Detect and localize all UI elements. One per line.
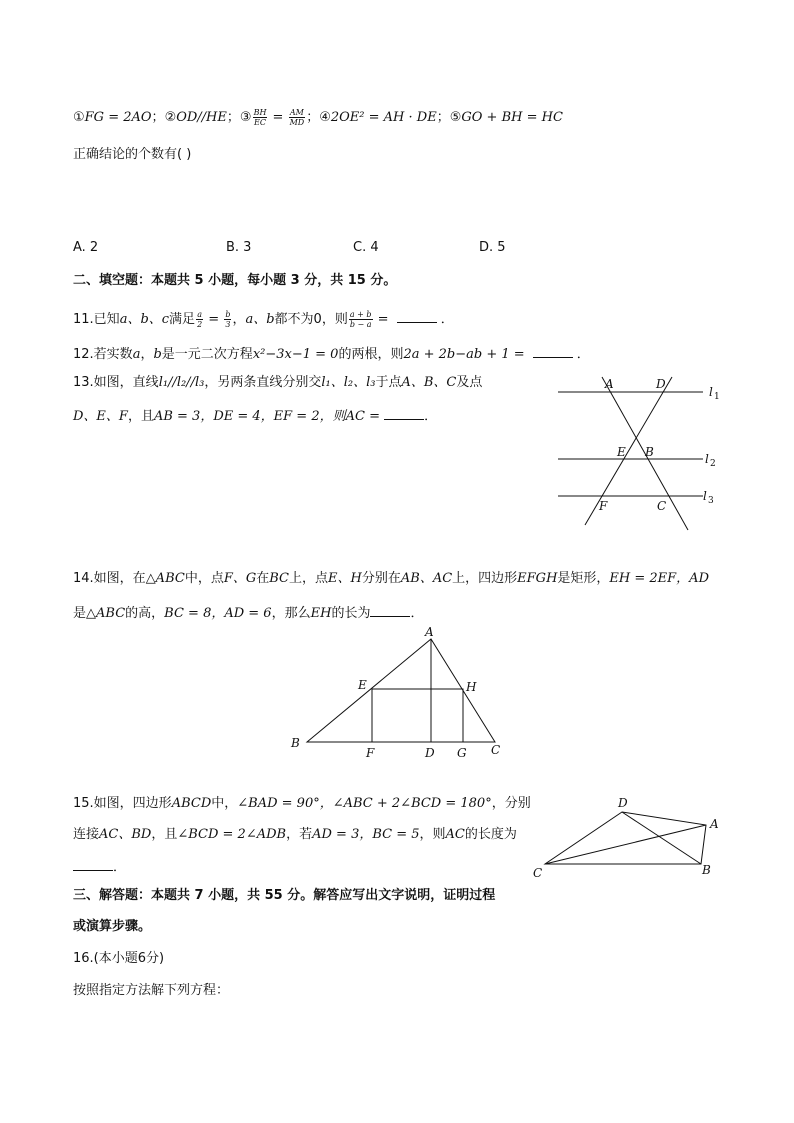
label-B: B bbox=[645, 445, 654, 459]
label-l2: l bbox=[705, 452, 709, 466]
label-D: D bbox=[656, 377, 666, 391]
q15-line3: ． bbox=[73, 856, 126, 877]
answer-blank[interactable] bbox=[384, 405, 424, 420]
q14-figure bbox=[285, 625, 515, 765]
q16-instruction: 按照指定方法解下列方程： bbox=[73, 983, 230, 998]
label-A: A bbox=[710, 817, 719, 831]
label-E: E bbox=[617, 445, 626, 459]
diagonal-ac bbox=[545, 825, 706, 864]
label-C: C bbox=[491, 743, 501, 757]
label-l1-sub: 1 bbox=[714, 392, 720, 402]
q10-option-c: C. 4 bbox=[353, 240, 379, 255]
q13-line2: D、E、F，且AB = 3，DE = 4，EF = 2，则AC = ． bbox=[73, 405, 437, 426]
label-C: C bbox=[657, 499, 667, 513]
fraction: $\frac{a + b}{b - a}$ bbox=[349, 310, 372, 329]
q10-option-a: A. 2 bbox=[73, 240, 99, 255]
label-l2-sub: 2 bbox=[710, 459, 716, 469]
q16-title: 16.(本小题6分) bbox=[73, 951, 165, 966]
label-E: E bbox=[358, 678, 367, 692]
q14-line1: 14.如图，在△ABC中，点F、G在BC上，点E、H分别在AB、AC上，四边形EFGH是矩形，EH = 2EF，AD bbox=[73, 571, 709, 586]
label-B: B bbox=[291, 736, 300, 750]
section3-heading-line2: 或演算步骤。 bbox=[73, 919, 152, 934]
q10-option-d: D. 5 bbox=[479, 240, 506, 255]
q10-conclusions: ①FG = 2AO；②OD//HE；③ $\frac{BH}{EC}$ = $\frac{AM}{MD}$ ；④2OE² = AH · DE；⑤GO + BH = HC bbox=[73, 108, 563, 127]
q11: 11.已知a、b、c满足 $\frac{a}{2}$ = $\frac{b}{3}$ ，a、b都不为0，则 $\frac{a + b}{b - a}$ = ． bbox=[73, 310, 454, 329]
section3-heading-line1: 三、解答题：本题共 7 小题，共 55 分。解答应写出文字说明，证明过程 bbox=[73, 888, 496, 903]
rectangle-efgh bbox=[372, 689, 463, 742]
label-F: F bbox=[366, 746, 375, 760]
answer-blank[interactable] bbox=[370, 602, 410, 617]
q10-question: 正确结论的个数有( ) bbox=[73, 147, 192, 162]
diagonal-bd bbox=[622, 812, 701, 864]
label-l3: l bbox=[703, 489, 707, 503]
q14-line2: 是△ABC的高，BC = 8，AD = 6，那么EH的长为 ． bbox=[73, 602, 423, 623]
fraction: $\frac{b}{3}$ bbox=[225, 310, 231, 329]
q15-figure bbox=[528, 795, 728, 885]
q15-line1: 15.如图，四边形ABCD中，∠BAD = 90°，∠ABC + 2∠BCD = 180°，分别 bbox=[73, 796, 531, 811]
label-l1: l bbox=[709, 385, 713, 399]
label-F: F bbox=[599, 499, 608, 513]
fraction: $\frac{a}{2}$ bbox=[197, 310, 203, 329]
answer-blank[interactable] bbox=[73, 856, 113, 871]
q13-line1: 13.如图，直线l₁//l₂//l₃，另两条直线分别交l₁、l₂、l₃于点A、B、C及点 bbox=[73, 375, 483, 390]
label-C: C bbox=[533, 866, 543, 880]
label-A: A bbox=[425, 625, 434, 639]
label-A: A bbox=[605, 377, 614, 391]
section2-heading: 二、填空题：本题共 5 小题，每小题 3 分，共 15 分。 bbox=[73, 273, 397, 288]
q10-option-b: B. 3 bbox=[226, 240, 252, 255]
label-B: B bbox=[702, 863, 711, 877]
label-D: D bbox=[425, 746, 435, 760]
label-l3-sub: 3 bbox=[708, 496, 714, 506]
answer-blank[interactable] bbox=[397, 308, 437, 323]
label-D: D bbox=[618, 796, 628, 810]
q15-line2: 连接AC、BD，且∠BCD = 2∠ADB，若AD = 3，BC = 5，则AC的长度为 bbox=[73, 827, 517, 842]
fraction: $\frac{AM}{MD}$ bbox=[289, 108, 305, 127]
label-H: H bbox=[466, 680, 477, 694]
label-G: G bbox=[457, 746, 467, 760]
fraction: $\frac{BH}{EC}$ bbox=[253, 108, 267, 127]
answer-blank[interactable] bbox=[533, 343, 573, 358]
quadrilateral-abcd bbox=[545, 812, 706, 864]
q13-figure bbox=[550, 372, 730, 532]
q12: 12.若实数a，b是一元二次方程x²−3x−1 = 0的两根，则2a + 2b−ab + 1 = ． bbox=[73, 343, 590, 364]
